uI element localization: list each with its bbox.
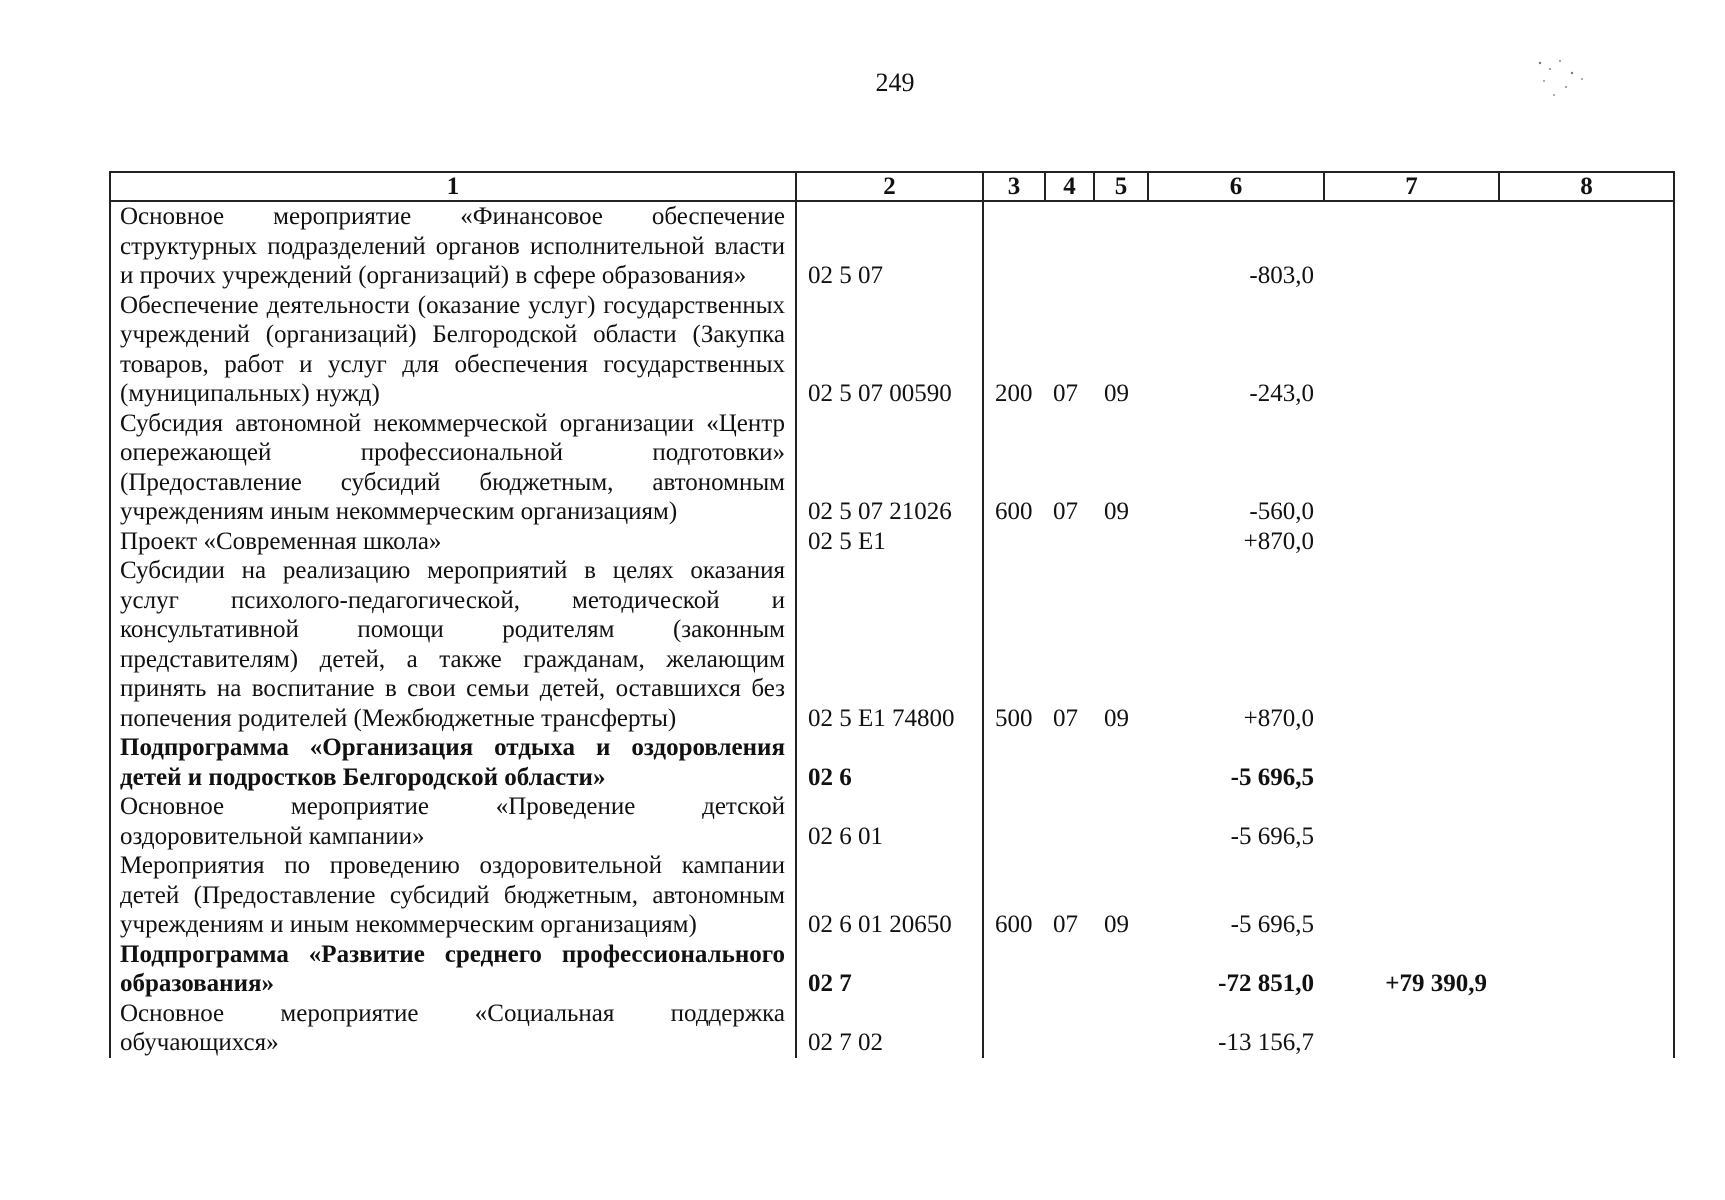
row-amount-col8-cell bbox=[1499, 556, 1674, 733]
row-section-cell bbox=[1045, 733, 1094, 792]
row-amount-col6-cell: -13 156,7 bbox=[1218, 1029, 1314, 1056]
table-row bbox=[110, 851, 1674, 940]
row-subsection-cell: 09 bbox=[1104, 704, 1129, 732]
row-amount-col8-cell bbox=[1499, 201, 1674, 291]
column-header-6: 6 bbox=[1148, 172, 1324, 201]
row-amount-col7-cell bbox=[1324, 201, 1499, 291]
row-code-cell: 02 5 07 00590 bbox=[796, 291, 983, 409]
row-amount-col7-cell bbox=[1324, 999, 1499, 1058]
row-subsection-cell bbox=[1094, 940, 1148, 999]
row-name-cell: Основное мероприятие «Проведение детской оздоровительной кампании» bbox=[110, 792, 796, 851]
row-section-cell bbox=[1045, 792, 1094, 851]
row-amount-col8-cell bbox=[1499, 733, 1674, 792]
table-row bbox=[110, 527, 1674, 557]
row-expense-type-cell bbox=[983, 940, 1045, 999]
row-subsection-cell: 09 bbox=[1104, 911, 1129, 938]
row-code-cell: 02 5 E1 74800 bbox=[796, 556, 983, 733]
row-amount-col7-cell bbox=[1324, 409, 1499, 527]
row-subsection-cell bbox=[1094, 201, 1148, 291]
row-amount-col8-cell bbox=[1499, 940, 1674, 999]
row-section-cell: 07 bbox=[1053, 704, 1078, 732]
row-expense-type-cell: 600 bbox=[995, 911, 1033, 938]
row-name-cell: Субсидия автономной некоммерческой организации «Центр опережающей профессиональной подготовки» (Предоставление субсидий бюджетным, автономным учреждениям иным некоммерческим организациям) bbox=[110, 409, 796, 527]
row-amount-col7-cell bbox=[1324, 792, 1499, 851]
row-section-cell: 07 bbox=[1053, 380, 1078, 407]
row-amount-col7-cell: +79 390,9 bbox=[1385, 970, 1487, 997]
row-section-cell bbox=[1045, 999, 1094, 1058]
row-amount-col8-cell bbox=[1499, 291, 1674, 409]
row-amount-col8-cell bbox=[1499, 999, 1674, 1058]
page-number: 249 bbox=[875, 68, 915, 97]
row-name-cell: Подпрограмма «Развитие среднего профессионального образования» bbox=[110, 940, 796, 999]
row-amount-col7-cell bbox=[1324, 527, 1499, 557]
column-header-8: 8 bbox=[1499, 172, 1674, 201]
row-name-cell: Подпрограмма «Организация отдыха и оздоровления детей и подростков Белгородской области» bbox=[110, 733, 796, 792]
row-expense-type-cell: 600 bbox=[995, 498, 1033, 525]
row-amount-col6-cell: -5 696,5 bbox=[1230, 822, 1314, 850]
row-name-cell: Обеспечение деятельности (оказание услуг) государственных учреждений (организаций) Белгородской области (Закупка товаров, работ и услуг для обеспечения государственных (муниципальных) нужд) bbox=[110, 291, 796, 409]
column-header-4: 4 bbox=[1045, 172, 1094, 201]
row-section-cell bbox=[1045, 201, 1094, 291]
scan-noise-dots bbox=[1530, 55, 1600, 105]
row-code-cell: 02 5 07 21026 bbox=[796, 409, 983, 527]
row-name-cell: Субсидии на реализацию мероприятий в целях оказания услуг психолого-педагогической, методической и консультативной помощи родителям (законным представителям) детей, а также гражданам, желающим принять на воспитание в свои семьи детей, оставшихся без попечения родителей (Межбюджетные трансферты) bbox=[110, 556, 796, 733]
column-header-2: 2 bbox=[796, 172, 983, 201]
row-name-cell: Основное мероприятие «Финансовое обеспечение структурных подразделений органов исполнительной власти и прочих учреждений (организаций) в сфере образования» bbox=[110, 201, 796, 291]
row-expense-type-cell: 200 bbox=[995, 380, 1033, 407]
row-expense-type-cell bbox=[983, 527, 1045, 557]
row-code-cell: 02 5 E1 bbox=[796, 527, 983, 557]
row-amount-col6-cell: -5 696,5 bbox=[1230, 763, 1314, 791]
table-row bbox=[110, 792, 1674, 851]
row-amount-col7-cell bbox=[1324, 291, 1499, 409]
row-amount-col8-cell bbox=[1499, 409, 1674, 527]
row-name-cell: Проект «Современная школа» bbox=[110, 527, 796, 557]
column-header-7: 7 bbox=[1324, 172, 1499, 201]
table-row bbox=[110, 733, 1674, 792]
row-amount-col6-cell: -803,0 bbox=[1249, 262, 1314, 289]
row-section-cell: 07 bbox=[1053, 498, 1078, 525]
row-code-cell: 02 5 07 bbox=[796, 201, 983, 291]
budget-table bbox=[109, 171, 1675, 1058]
row-code-cell: 02 6 bbox=[796, 733, 983, 792]
row-amount-col7-cell bbox=[1324, 851, 1499, 940]
row-amount-col6-cell: -560,0 bbox=[1249, 498, 1314, 525]
row-name-cell: Основное мероприятие «Социальная поддержка обучающихся» bbox=[110, 999, 796, 1058]
row-code-cell: 02 6 01 20650 bbox=[796, 851, 983, 940]
row-subsection-cell bbox=[1094, 792, 1148, 851]
row-subsection-cell: 09 bbox=[1104, 380, 1129, 407]
row-amount-col6-cell: -5 696,5 bbox=[1230, 911, 1314, 938]
table-header-row bbox=[110, 172, 1674, 201]
row-expense-type-cell bbox=[983, 999, 1045, 1058]
row-amount-col6-cell: -72 851,0 bbox=[1218, 970, 1314, 997]
row-subsection-cell bbox=[1094, 999, 1148, 1058]
row-amount-col6-cell: -243,0 bbox=[1249, 380, 1314, 407]
column-header-3: 3 bbox=[983, 172, 1045, 201]
row-expense-type-cell bbox=[983, 201, 1045, 291]
table-row bbox=[110, 940, 1674, 999]
row-amount-col8-cell bbox=[1499, 792, 1674, 851]
row-code-cell: 02 7 02 bbox=[796, 999, 983, 1058]
row-name-cell: Мероприятия по проведению оздоровительной кампании детей (Предоставление субсидий бюджетным, автономным учреждениям и иным некоммерческим организациям) bbox=[110, 851, 796, 940]
row-amount-col6-cell: +870,0 bbox=[1243, 704, 1314, 732]
table-row bbox=[110, 201, 1674, 291]
row-amount-col7-cell bbox=[1324, 556, 1499, 733]
row-expense-type-cell bbox=[983, 733, 1045, 792]
table-row bbox=[110, 556, 1674, 733]
row-amount-col6-cell: +870,0 bbox=[1243, 527, 1314, 555]
table-row bbox=[110, 291, 1674, 409]
row-code-cell: 02 7 bbox=[796, 940, 983, 999]
row-amount-col8-cell bbox=[1499, 527, 1674, 557]
table-row bbox=[110, 999, 1674, 1058]
row-subsection-cell bbox=[1094, 733, 1148, 792]
row-subsection-cell bbox=[1094, 527, 1148, 557]
row-section-cell bbox=[1045, 527, 1094, 557]
row-subsection-cell: 09 bbox=[1104, 498, 1129, 525]
row-section-cell: 07 bbox=[1053, 911, 1078, 938]
row-code-cell: 02 6 01 bbox=[796, 792, 983, 851]
row-amount-col7-cell bbox=[1324, 733, 1499, 792]
column-header-5: 5 bbox=[1094, 172, 1148, 201]
row-amount-col8-cell bbox=[1499, 851, 1674, 940]
row-expense-type-cell bbox=[983, 792, 1045, 851]
column-header-1: 1 bbox=[110, 172, 796, 201]
row-expense-type-cell: 500 bbox=[995, 704, 1033, 732]
row-section-cell bbox=[1045, 940, 1094, 999]
table-row bbox=[110, 409, 1674, 527]
